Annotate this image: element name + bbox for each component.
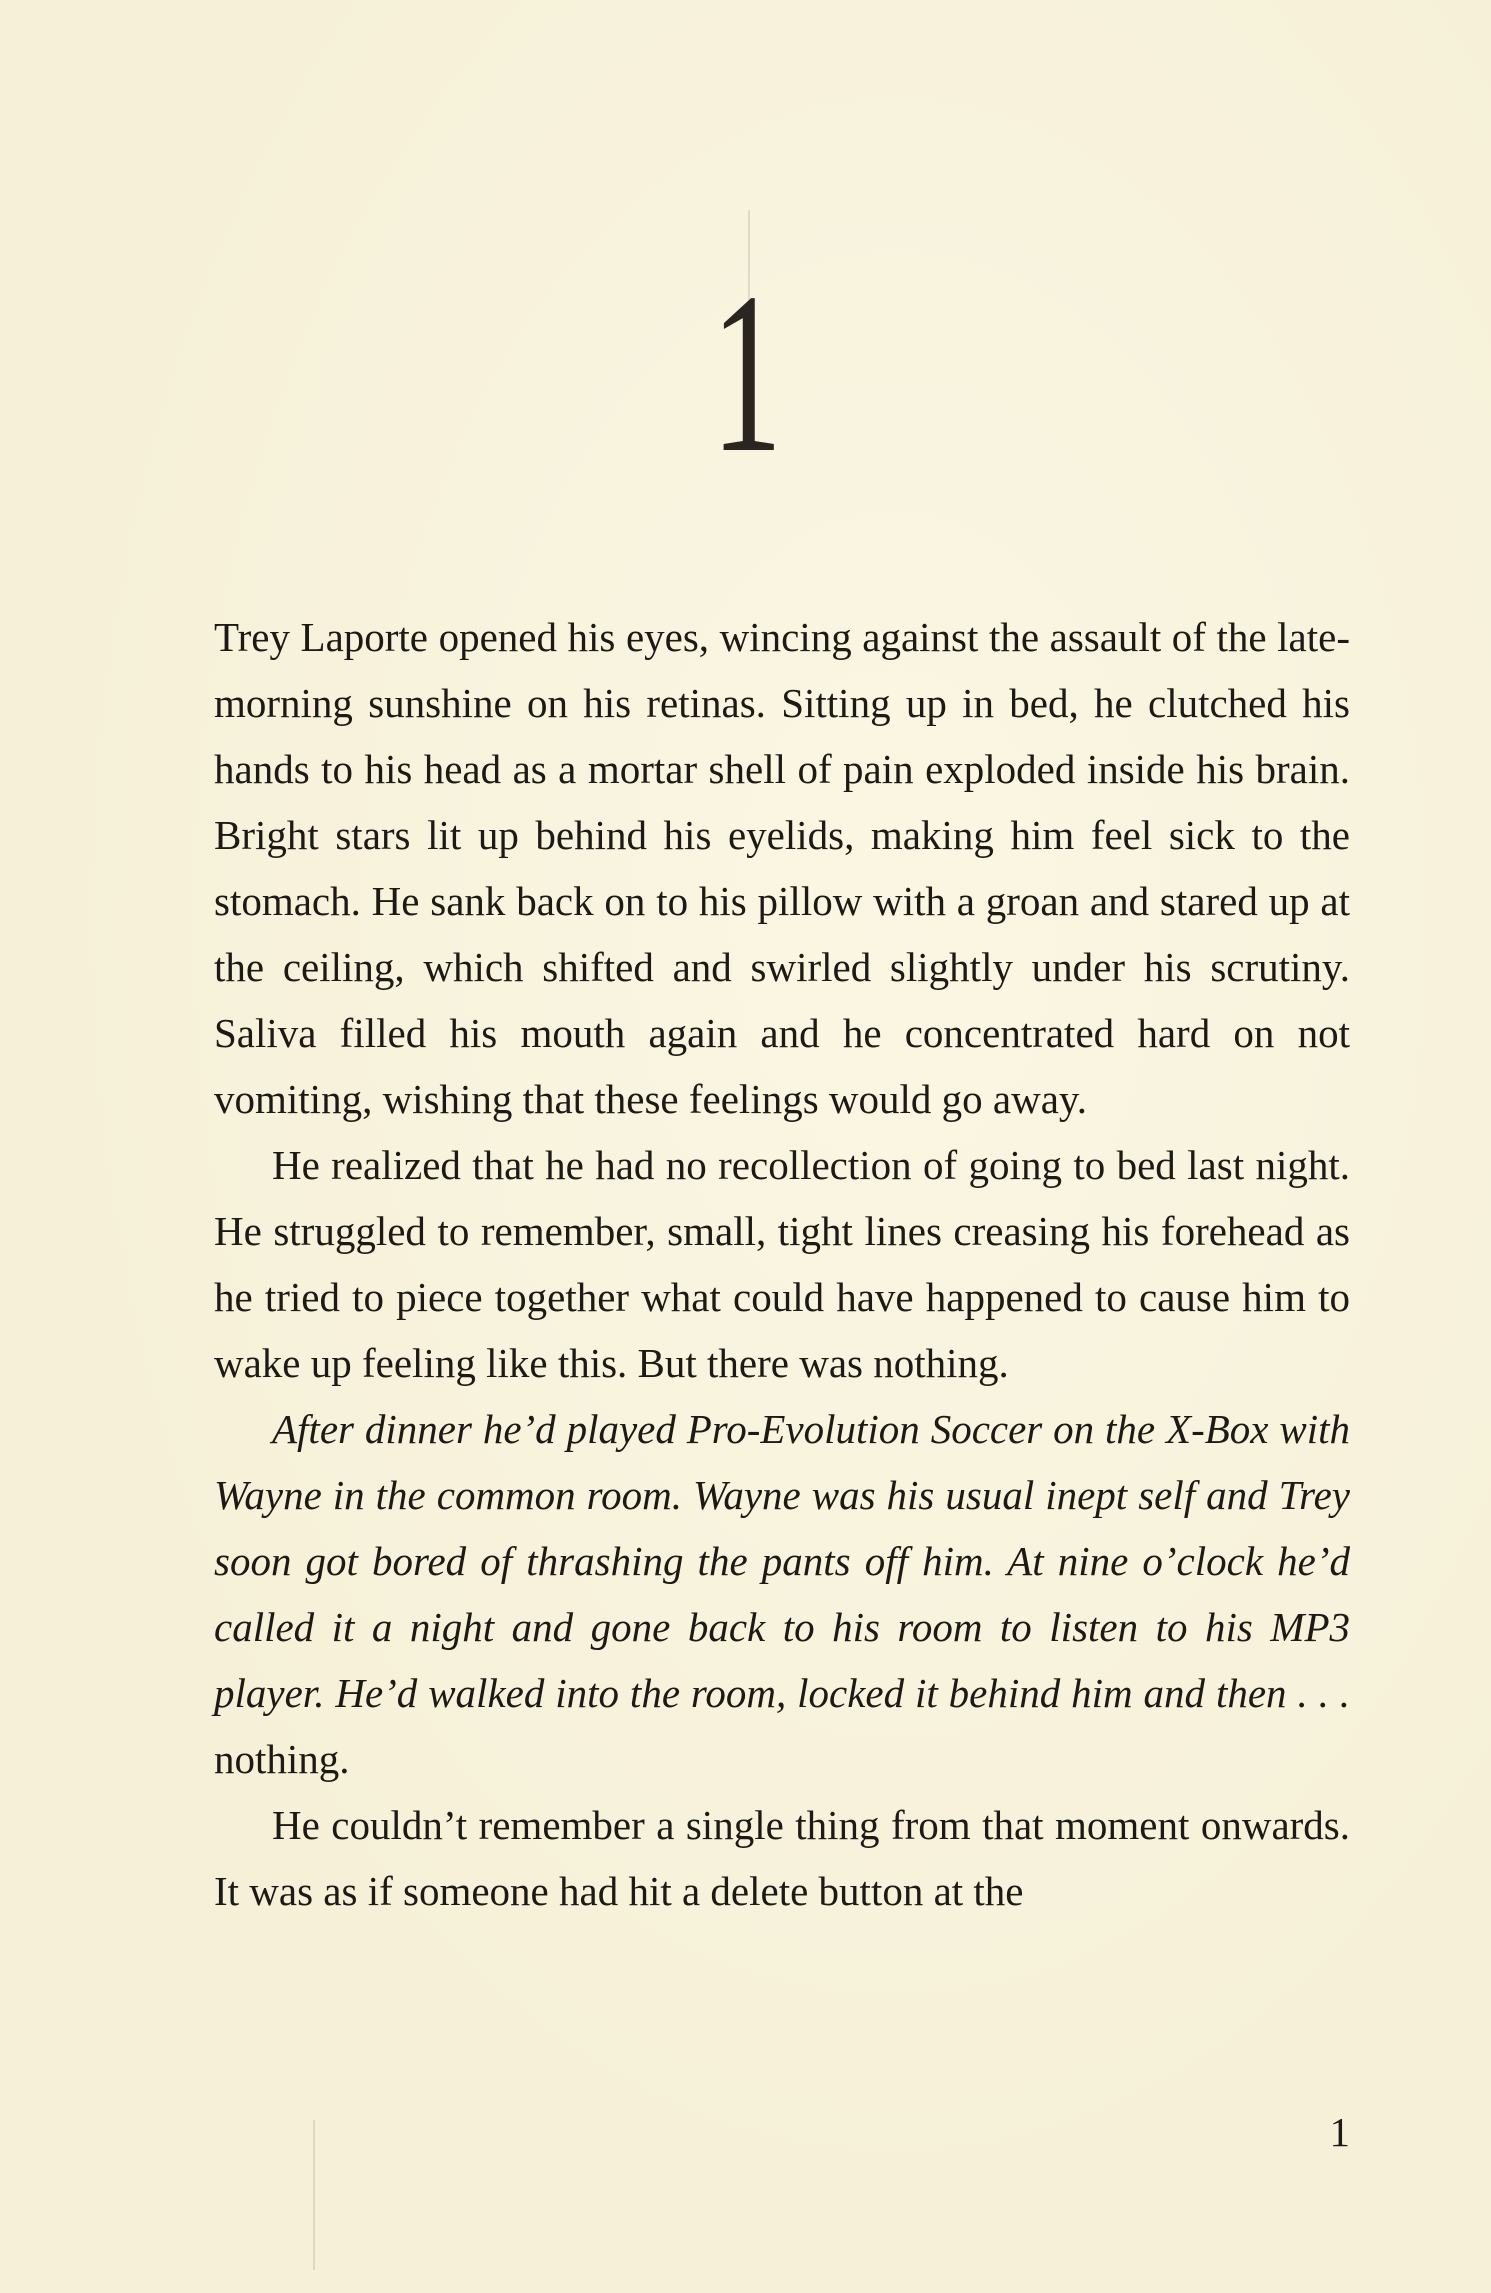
page-number: 1 xyxy=(1329,2109,1350,2155)
paragraph-2: He realized that he had no recollection of going to bed last night. He struggled to remember, small, tight lines creasing his forehead as he tried to piece together what could have happened to cause him to wake up feeling like this. But there was nothing. xyxy=(214,1142,1350,1386)
italic-flashback-text: After dinner he’d played Pro-Evolution Soccer on the X-Box with Wayne in the common room. Wayne was his usual inept self and Trey soon got bored of thrashing the pants off him. At nine o’clock he’d called it a night and gone back to his room to listen to his MP3 player. He’d walked into the room, locked it behind him and then . . . xyxy=(214,1406,1350,1716)
chapter-number: 1 xyxy=(711,245,780,500)
chapter-body xyxy=(214,604,1350,1924)
paragraph-3-tail: nothing. xyxy=(214,1736,350,1782)
paragraph-3 xyxy=(214,1396,1350,1792)
scan-artifact-line xyxy=(313,2120,315,2270)
paragraph-1: Trey Laporte opened his eyes, wincing against the assault of the late-morning sunshine on his retinas. Sitting up in bed, he clutched his hands to his head as a mortar shell of pain exploded inside his brain. Bright stars lit up behind his eyelids, making him feel sick to the stomach. He sank back on to his pillow with a groan and stared up at the ceiling, which shifted and swirled slightly under his scrutiny. Saliva filled his mouth again and he concentrated hard on not vomiting, wishing that these feelings would go away. xyxy=(214,614,1350,1122)
paragraph-4: He couldn’t remember a single thing from that moment onwards. It was as if someone had hit a delete button at the xyxy=(214,1802,1350,1914)
